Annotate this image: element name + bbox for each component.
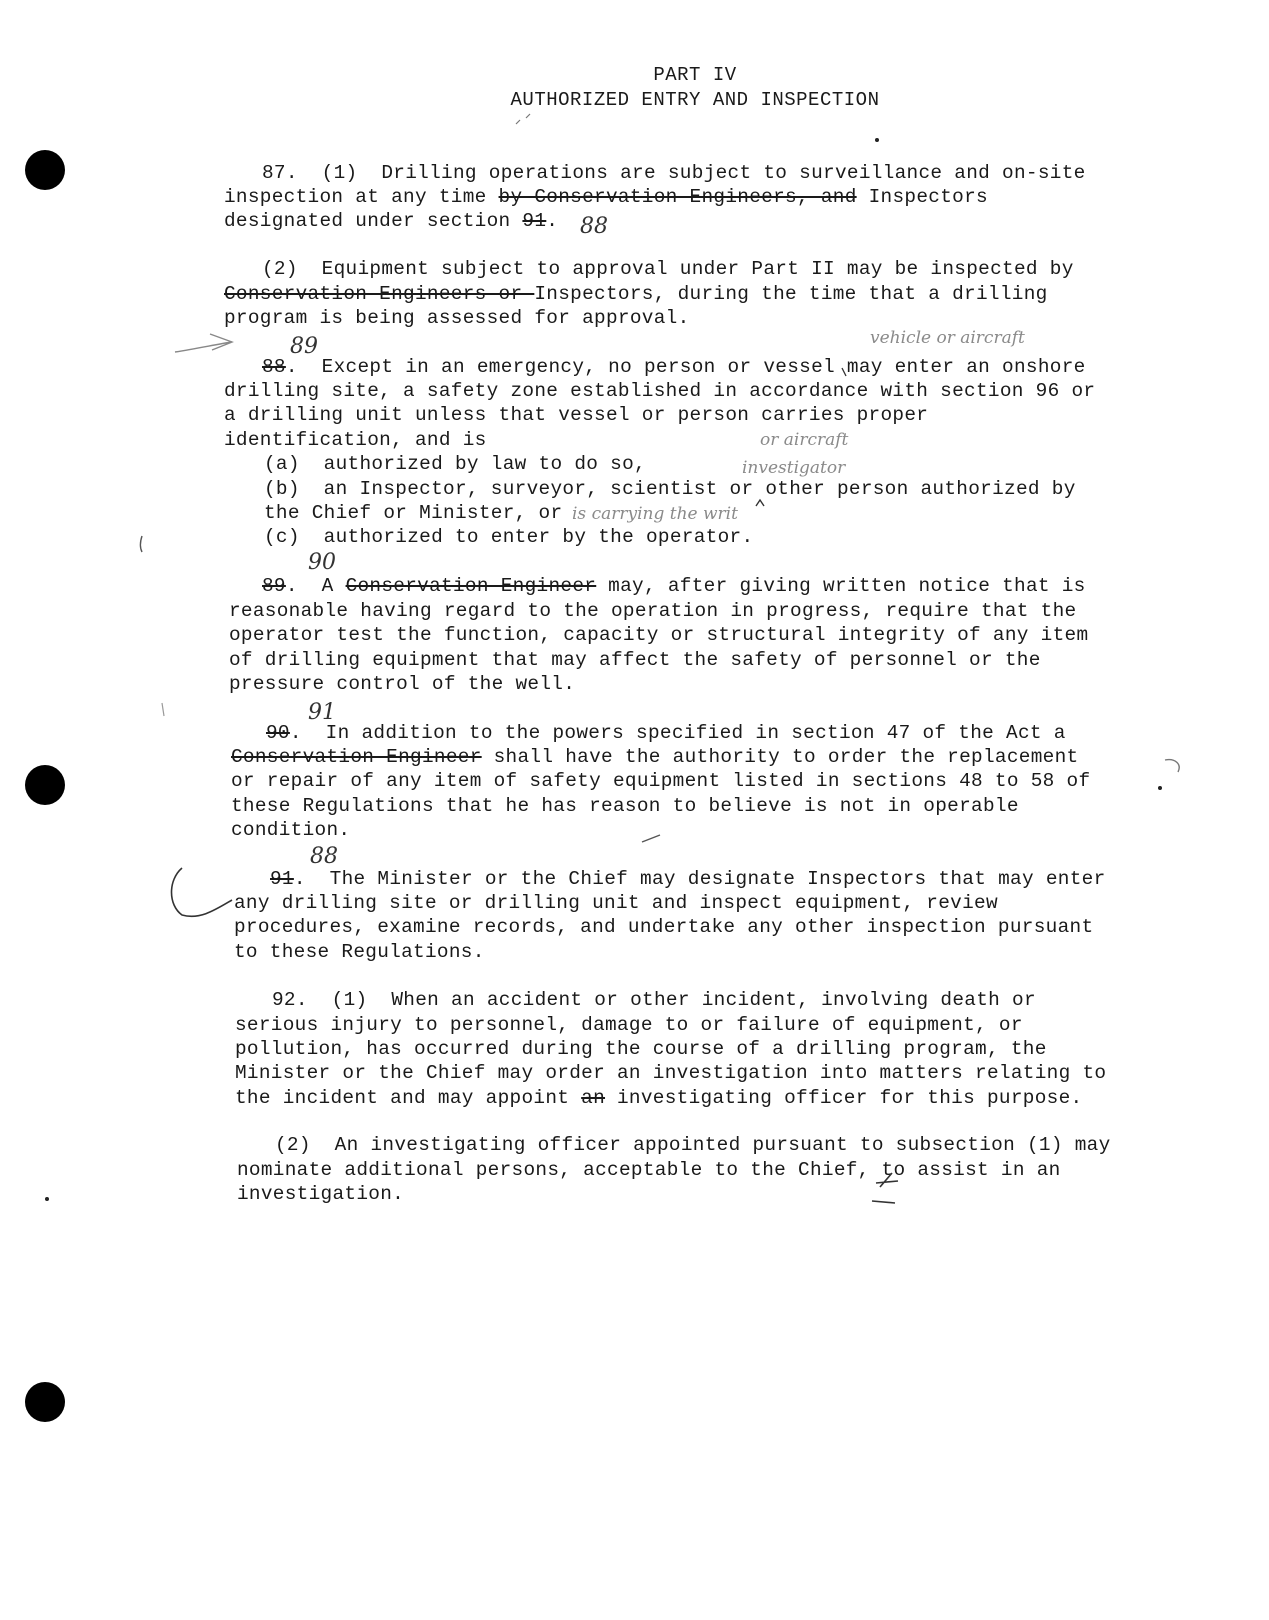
s90-line-4: these Regulations that he has reason to believe is not in operable [231,795,1019,817]
s88-item-c: (c) authorized to enter by the operator. [264,526,754,548]
s89-struck-text: Conservation Engineer [345,575,597,597]
part-title: AUTHORIZED ENTRY AND INSPECTION [510,89,880,111]
s87-struck-text: by Conservation Engineers, and [498,186,857,208]
s90-line-5: condition. [231,819,351,841]
hand-number-88-a: 88 [580,214,608,239]
s92-line-4: Minister or the Chief may order an investigation into matters relating to [235,1062,1107,1084]
s88-line-2: drilling site, a safety zone established in accordance with section 96 or [224,380,1096,402]
s87-line-1: 87. (1) Drilling operations are subject to surveillance and on-site [262,162,1086,184]
s91-line-4: to these Regulations. [234,941,485,963]
hand-note-vehicle: vehicle or aircraft [870,328,1025,348]
s89-line-5: pressure control of the well. [229,673,576,695]
s91-l1b: . The Minister or the Chief may designate Inspectors that may enter [293,868,1106,890]
s88-line-3: a drilling unit unless that vessel or person carries proper [224,404,929,426]
s91-line-2: any drilling site or drilling unit and inspect equipment, review [234,892,998,914]
s92-2-line-2: nominate additional persons, acceptable to the Chief, to assist in an [237,1159,1061,1181]
hand-number-89: 89 [290,334,318,359]
s92-line-1: 92. (1) When an accident or other incident, involving death or [272,989,1036,1011]
hand-number-88-b: 88 [310,844,338,869]
part-label: PART IV [653,64,737,86]
s88-l1b: . Except in an emergency, no person or vessel may enter an onshore [285,356,1086,378]
s92-l5b: investigating officer for this purpose. [605,1087,1083,1109]
s87-l2a: inspection at any time [224,186,499,208]
s92-2-line-3: investigation. [237,1183,405,1205]
s91-struck-number: 91 [270,868,294,890]
s87-l3b: . [546,210,559,232]
hand-note-aircraft: or aircraft [760,430,849,450]
s87-2-line-1: (2) Equipment subject to approval under Part II may be inspected by [262,258,1074,280]
s92-2-line-1: (2) An investigating officer appointed pursuant to subsection (1) may [275,1134,1111,1156]
s90-l2b: shall have the authority to order the replacement [481,746,1079,768]
s89-struck-number: 89 [262,575,286,597]
s89-line-4: of drilling equipment that may affect the safety of personnel or the [229,649,1041,671]
s87-l3a: designated under section [224,210,523,232]
s90-line-3: or repair of any item of safety equipment listed in sections 48 to 58 of [231,770,1091,792]
s87-l2b: Inspectors [856,186,988,208]
hand-number-90: 90 [308,550,336,575]
s87-struck-number: 91 [522,210,547,232]
s88-struck-number: 88 [262,356,286,378]
s88-line-4: identification, and is [224,429,487,451]
s89-line-3: operator test the function, capacity or structural integrity of any item [229,624,1089,646]
hand-number-91: 91 [308,700,336,725]
s88-item-b-1: (b) an Inspector, surveyor, scientist or other person authorized by [264,478,1076,500]
s91-line-3: procedures, examine records, and undertake any other inspection pursuant [234,916,1094,938]
s92-l5a: the incident and may appoint [235,1087,582,1109]
s89-l1b: may, after giving written notice that is [596,575,1086,597]
s90-struck-number: 90 [266,722,290,744]
s90-l1b: . In addition to the powers specified in section 47 of the Act a [289,722,1066,744]
hand-note-writ: is carrying the writ [572,504,738,524]
s87-2-line-3: program is being assessed for approval. [224,307,690,329]
s88-item-a: (a) authorized by law to do so, [264,453,646,475]
s88-item-b-2: the Chief or Minister, or [264,502,563,524]
hand-note-investigator: investigator [742,458,846,478]
s87-2-l2b: Inspectors, during the time that a drilling [534,283,1048,305]
s89-l1a: . A [285,575,346,597]
s89-line-2: reasonable having regard to the operation in progress, require that the [229,600,1077,622]
s92-line-2: serious injury to personnel, damage to or failure of equipment, or [235,1014,1023,1036]
s90-struck-text: Conservation Engineer [231,746,482,768]
s87-2-struck-text: Conservation Engineers or [224,283,535,305]
s92-struck-article: an [581,1087,606,1109]
s92-line-3: pollution, has occurred during the course of a drilling program, the [235,1038,1047,1060]
